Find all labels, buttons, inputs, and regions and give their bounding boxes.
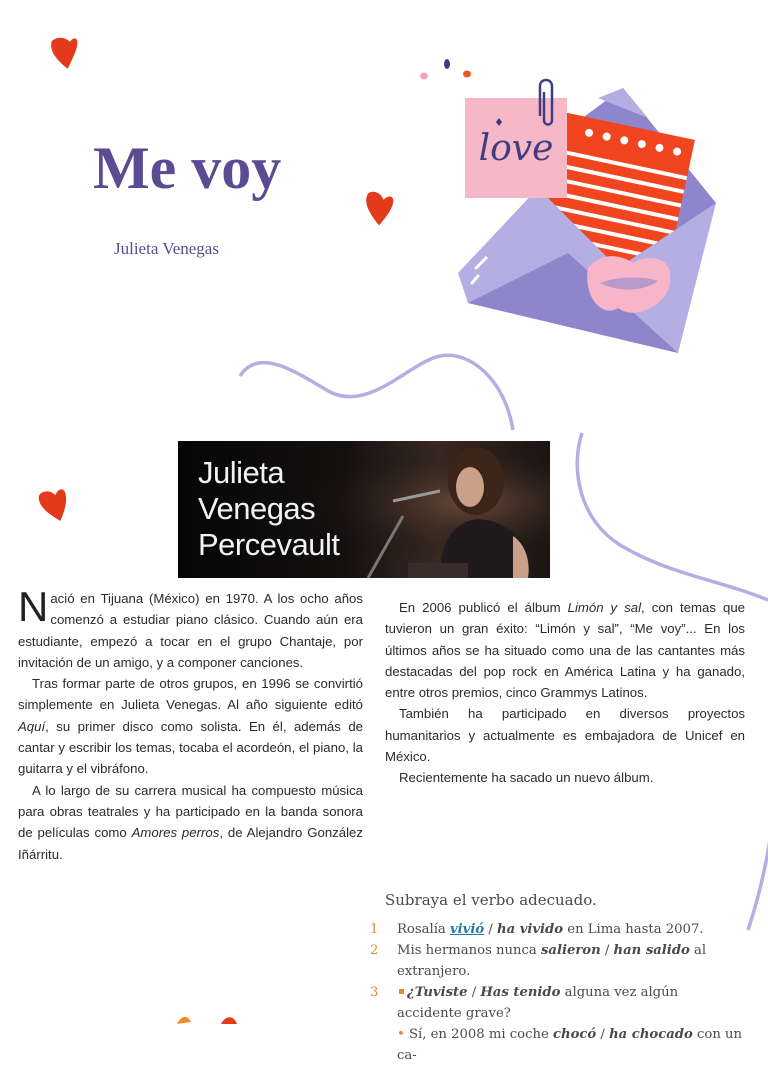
banner-name-line: Venegas: [198, 491, 316, 526]
bullet-square-icon: [399, 989, 404, 994]
article-column-left: [18, 583, 363, 865]
exercise-title: Subraya el verbo adecuado.: [385, 891, 597, 909]
exercise-item: • Sí, en 2008 mi coche chocó / ha chocado con un ca-: [397, 1027, 742, 1063]
answer-option[interactable]: salieron: [540, 943, 601, 958]
banner-name-line: Percevault: [198, 527, 340, 562]
answer-option[interactable]: chocó: [552, 1027, 597, 1042]
paragraph: A lo largo de su carrera musical ha compuesto música para obras teatrales y ha participado en la banda sonora de películas como Amores perros, de Alejandro González Iñárritu.: [18, 782, 363, 862]
exercise-item: 1 Rosalía vivió / ha vivido en Lima hasta 2007.: [370, 922, 704, 937]
artist-banner: [178, 441, 550, 578]
answer-option[interactable]: ha vivido: [496, 922, 564, 937]
answer-option[interactable]: Has tenido: [480, 985, 561, 1000]
answer-option[interactable]: vivió: [450, 922, 485, 937]
exercise-item: 3 ¿Tuviste / Has tenido alguna vez algún accidente grave?: [370, 985, 679, 1021]
paragraph: Recientemente ha sacado un nuevo álbum.: [399, 770, 654, 786]
author-name: Julieta Venegas: [114, 239, 219, 258]
love-note-text: love: [478, 128, 554, 169]
paragraph: Nació en Tijuana (México) en 1970. A los ocho años comenzó a estudiar piano clásico. Cuando aún era estudiante, empezó a tocar en el grupo Chantaje, por invitación de un amigo, y a componer canciones.: [18, 583, 363, 670]
paragraph: En 2006 publicó el álbum Limón y sal, con temas que tuvieron un gran éxito: “Limón y sal”, “Me voy”... En los últimos años se ha situado como una de las cantantes más destacadas del pop rock en América Latina y ha ganado, entre otros premios, cinco Grammys Latinos.: [385, 600, 745, 701]
heart-icon: [175, 1012, 245, 1024]
answer-option[interactable]: ¿Tuviste: [407, 985, 468, 1000]
page-title: Me voy: [93, 135, 282, 201]
banner-name: [198, 455, 339, 563]
answer-option[interactable]: han salido: [613, 943, 690, 958]
paragraph: Tras formar parte de otros grupos, en 1996 se convirtió simplemente en Julieta Venegas. Al año siguiente editó Aquí, su primer disco como solista. En él, además de cantar y escribir los temas, tocaba el acordeón, el piano, la guitarra y el vibráfono.: [18, 676, 363, 777]
bullet-icon: •: [397, 1027, 405, 1042]
paragraph: También ha participado en diversos proyectos humanitarios y actualmente es embajadora de Unicef en México.: [385, 706, 745, 765]
answer-option[interactable]: ha chocado: [609, 1027, 693, 1042]
article-column-right: [385, 597, 745, 789]
exercise-item: 2 Mis hermanos nunca salieron / han salido al extranjero.: [370, 943, 707, 979]
drop-cap: N: [18, 583, 49, 630]
exercise-section: [370, 891, 745, 1066]
banner-name-line: Julieta: [198, 455, 285, 490]
